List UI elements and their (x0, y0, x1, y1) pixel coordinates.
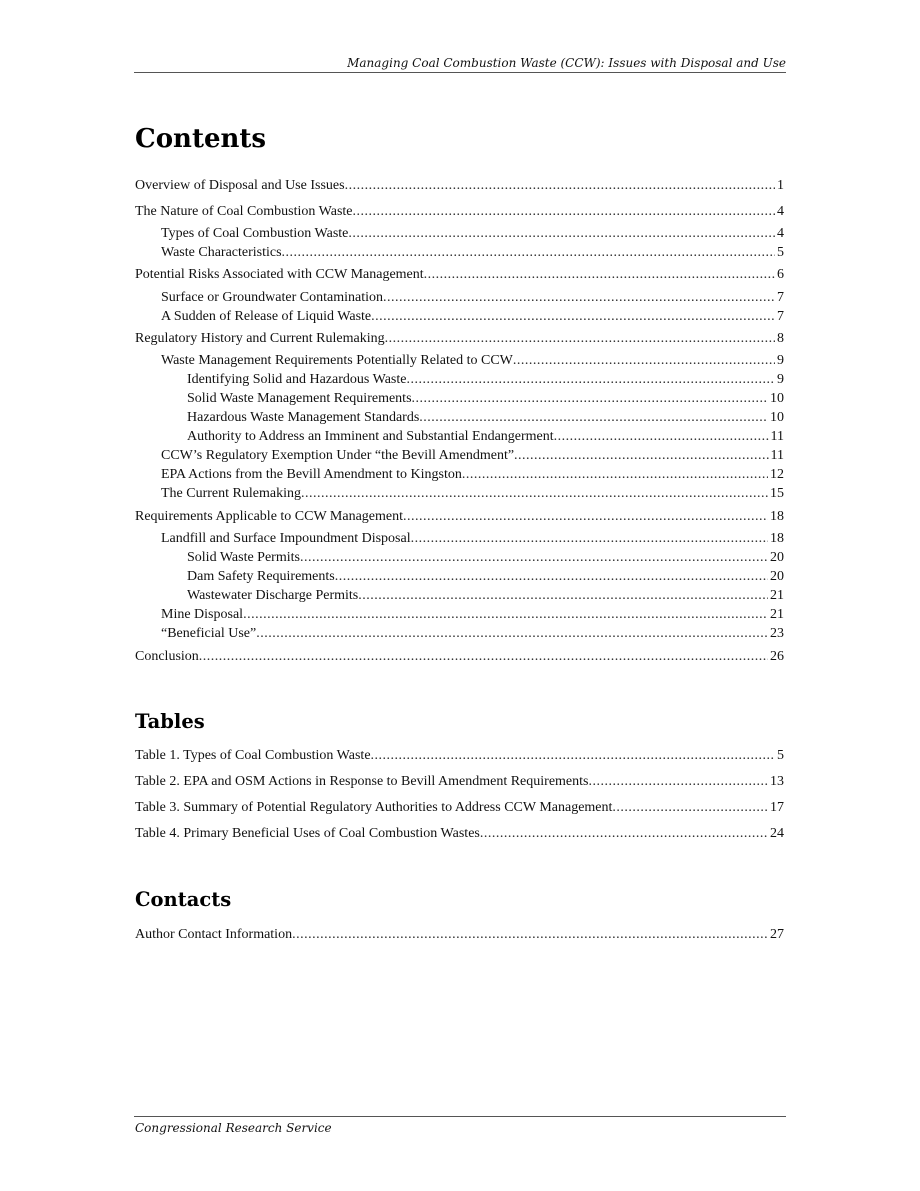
toc-entry-title: Author Contact Information (135, 927, 293, 942)
toc-entry[interactable] (135, 825, 784, 843)
toc-entry[interactable] (135, 330, 784, 348)
toc-entry-title: The Current Rulemaking (161, 486, 301, 501)
toc-entry-title: Identifying Solid and Hazardous Waste (187, 372, 407, 387)
toc-entry-title: Table 3. Summary of Potential Regulatory Authorities to Address CCW Management (135, 800, 613, 815)
toc-leader (406, 371, 775, 389)
toc-entry-title: Types of Coal Combustion Waste (161, 226, 349, 241)
toc-entry[interactable] (135, 447, 784, 465)
toc-entry-title: CCW’s Regulatory Exemption Under “the Bevill Amendment” (161, 448, 515, 463)
toc-entry-page: 9 (777, 372, 784, 387)
toc-leader (554, 428, 769, 446)
toc-leader (419, 409, 768, 427)
toc-leader (199, 648, 768, 666)
toc-entry-title: Solid Waste Management Requirements (187, 391, 412, 406)
toc-entry-title: Surface or Groundwater Contamination (161, 290, 383, 305)
toc-leader (301, 485, 768, 503)
toc-entry-page: 10 (770, 410, 784, 425)
toc-entry-title: “Beneficial Use” (161, 626, 257, 641)
toc-entry[interactable] (135, 773, 784, 791)
toc-entry-title: Regulatory History and Current Rulemaking (135, 331, 385, 346)
toc-entry-title: Requirements Applicable to CCW Management (135, 509, 404, 524)
toc-entry-page: 27 (770, 927, 784, 942)
toc-leader (383, 289, 775, 307)
toc-entry[interactable] (135, 390, 784, 408)
toc-entry-title: Hazardous Waste Management Standards (187, 410, 420, 425)
toc-leader (588, 773, 768, 791)
toc-entry-page: 11 (770, 429, 784, 444)
toc-entry-title: EPA Actions from the Bevill Amendment to Kingston (161, 467, 462, 482)
toc-leader (371, 308, 775, 326)
toc-leader (256, 625, 768, 643)
toc-entry-page: 1 (777, 178, 784, 193)
toc-entry-title: Table 2. EPA and OSM Actions in Response to Bevill Amendment Requirements (135, 774, 589, 789)
toc-entry-page: 8 (777, 331, 784, 346)
toc-entry-page: 20 (770, 550, 784, 565)
toc-entry-title: Potential Risks Associated with CCW Management (135, 267, 424, 282)
toc-leader (335, 568, 768, 586)
toc-entry[interactable] (135, 508, 784, 526)
toc-entry-page: 21 (770, 588, 784, 603)
toc-entry[interactable] (135, 289, 784, 307)
toc-entry-page: 15 (770, 486, 784, 501)
toc-leader (353, 203, 775, 221)
toc-entry[interactable] (135, 747, 784, 765)
header-rule (134, 72, 786, 73)
toc-leader (403, 508, 768, 526)
toc-entry[interactable] (135, 568, 784, 586)
toc-entry[interactable] (135, 409, 784, 427)
toc-leader (300, 549, 768, 567)
toc-leader (292, 926, 768, 944)
toc-entry-title: The Nature of Coal Combustion Waste (135, 204, 353, 219)
toc-entry-title: A Sudden of Release of Liquid Waste (161, 309, 372, 324)
toc-entry[interactable] (135, 308, 784, 326)
toc-entry[interactable] (135, 203, 784, 221)
running-header: Managing Coal Combustion Waste (CCW): Issues with Disposal and Use (347, 56, 786, 70)
toc-leader (480, 825, 768, 843)
toc-entry-page: 18 (770, 509, 784, 524)
toc-entry-page: 24 (770, 826, 784, 841)
toc-entry-title: Overview of Disposal and Use Issues (135, 178, 345, 193)
toc-leader (411, 530, 768, 548)
toc-entry-page: 6 (777, 267, 784, 282)
toc-entry-page: 12 (770, 467, 784, 482)
toc-entry-page: 10 (770, 391, 784, 406)
tables-heading: Tables (135, 710, 205, 733)
footer-rule (134, 1116, 786, 1117)
toc-entry[interactable] (135, 225, 784, 243)
toc-entry-page: 17 (770, 800, 784, 815)
toc-leader (424, 266, 775, 284)
toc-entry-page: 5 (777, 245, 784, 260)
toc-entry[interactable] (135, 625, 784, 643)
toc-entry-title: Mine Disposal (161, 607, 244, 622)
toc-entry-title: Solid Waste Permits (187, 550, 300, 565)
toc-entry-title: Conclusion (135, 649, 199, 664)
toc-entry-page: 13 (770, 774, 784, 789)
toc-entry-title: Table 1. Types of Coal Combustion Waste (135, 748, 371, 763)
toc-leader (282, 244, 775, 262)
toc-entry[interactable] (135, 606, 784, 624)
toc-entry[interactable] (135, 485, 784, 503)
toc-entry[interactable] (135, 648, 784, 666)
toc-entry[interactable] (135, 587, 784, 605)
toc-entry-page: 20 (770, 569, 784, 584)
toc-leader (514, 447, 768, 465)
toc-entry-page: 5 (777, 748, 784, 763)
toc-entry-page: 4 (777, 204, 784, 219)
toc-entry-page: 9 (777, 353, 784, 368)
toc-leader (385, 330, 775, 348)
toc-entry-page: 7 (777, 309, 784, 324)
toc-leader (412, 390, 768, 408)
toc-leader (513, 352, 775, 370)
toc-entry-title: Dam Safety Requirements (187, 569, 335, 584)
toc-leader (358, 587, 768, 605)
toc-entry-page: 7 (777, 290, 784, 305)
toc-entry[interactable] (135, 244, 784, 262)
toc-entry-title: Landfill and Surface Impoundment Disposal (161, 531, 411, 546)
toc-entry[interactable] (135, 926, 784, 944)
running-footer: Congressional Research Service (135, 1121, 332, 1135)
toc-entry[interactable] (135, 266, 784, 284)
toc-leader (371, 747, 775, 765)
toc-entry-title: Authority to Address an Imminent and Substantial Endangerment (187, 429, 554, 444)
toc-entry-page: 21 (770, 607, 784, 622)
toc-entry-title: Waste Management Requirements Potentially Related to CCW (161, 353, 513, 368)
toc-entry-page: 23 (770, 626, 784, 641)
toc-entry-page: 11 (770, 448, 784, 463)
toc-leader (612, 799, 768, 817)
toc-entry[interactable] (135, 466, 784, 484)
toc-entry-title: Waste Characteristics (161, 245, 282, 260)
toc-entry-title: Wastewater Discharge Permits (187, 588, 359, 603)
toc-entry[interactable] (135, 428, 784, 446)
toc-entry[interactable] (135, 352, 784, 370)
toc-entry-page: 26 (770, 649, 784, 664)
toc-entry[interactable] (135, 549, 784, 567)
contacts-heading: Contacts (135, 888, 232, 911)
contents-heading: Contents (135, 124, 267, 154)
toc-entry[interactable] (135, 530, 784, 548)
toc-entry-title: Table 4. Primary Beneficial Uses of Coal Combustion Wastes (135, 826, 480, 841)
toc-entry[interactable] (135, 177, 784, 195)
toc-entry-page: 18 (770, 531, 784, 546)
toc-entry[interactable] (135, 799, 784, 817)
toc-leader (462, 466, 768, 484)
toc-leader (345, 177, 775, 195)
toc-entry[interactable] (135, 371, 784, 389)
toc-leader (243, 606, 768, 624)
toc-entry-page: 4 (777, 226, 784, 241)
toc-leader (348, 225, 775, 243)
